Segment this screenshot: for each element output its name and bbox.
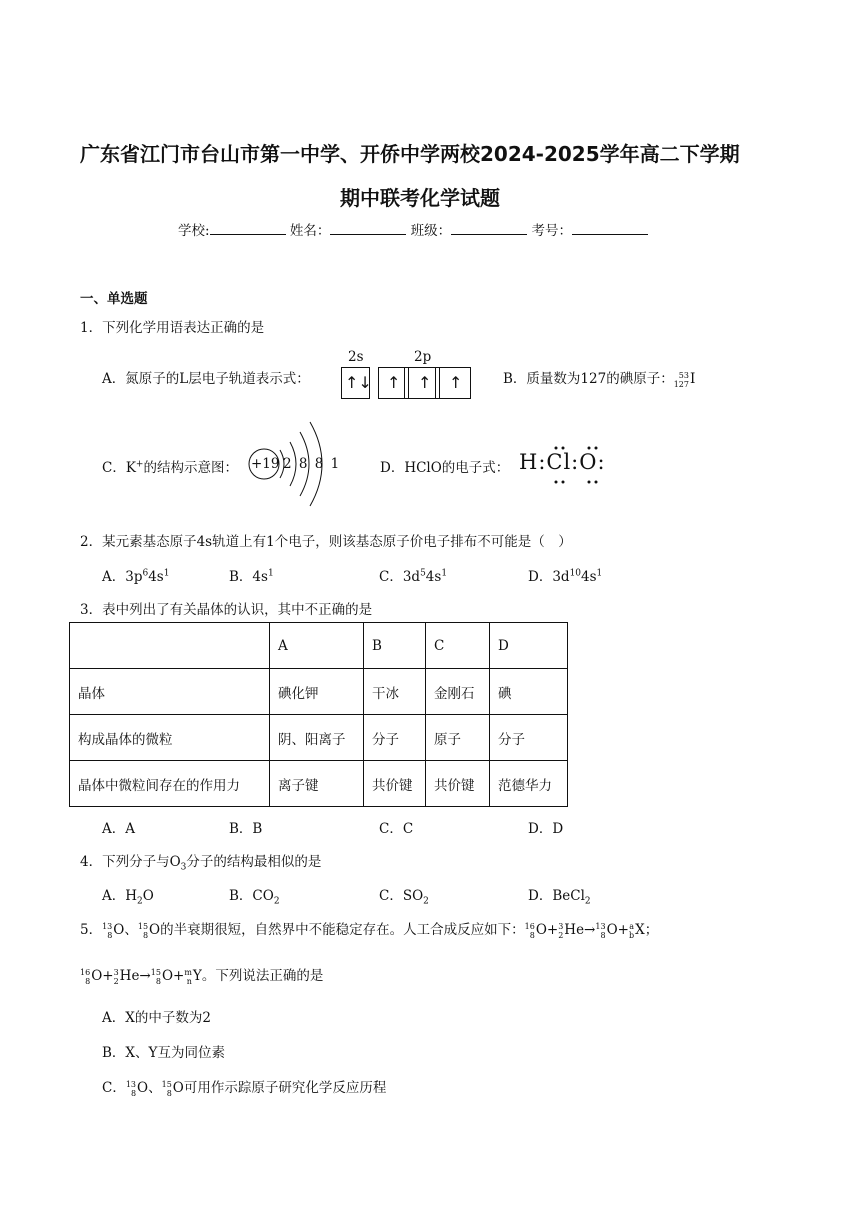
- crystal-table: [69, 622, 568, 807]
- hclo-electron-formula: H:Cl:O:: [519, 450, 606, 474]
- q4-stem: 4．下列分子与$O_3$分子的结构最相似的是: [80, 854, 322, 873]
- q5-stem-line1: 5． 13 8 O、 15 8 O的半衰期很短，自然界中不能稳定存在。人工合成反应如下： 16 8 O+ 3 2 He→ 13 8 O+ a b X；: [80, 921, 659, 940]
- up-arrow-icon: ↑: [418, 373, 432, 392]
- exam-no-blank[interactable]: [572, 222, 648, 235]
- q3-stem: 3．表中列出了有关晶体的认识，其中不正确的是: [80, 602, 373, 618]
- up-down-arrow-icon: ↑↓: [345, 373, 372, 392]
- page-title-line1: 广东省江门市台山市第一中学、开侨中学两校2024-2025学年高二下学期: [80, 142, 740, 166]
- iodine-symbol: I: [689, 371, 696, 387]
- q1-option-a-label: A．氮原子的L层电子轨道表示式：: [102, 371, 310, 387]
- lone-pair-dots: [519, 444, 619, 486]
- iodine-isotope: 53 127: [673, 370, 689, 389]
- table-header-row: A B C D: [70, 623, 568, 669]
- q1-option-c-label: C．K+的结构示意图：: [102, 459, 238, 476]
- q5-option-b: B．X、Y互为同位素: [102, 1045, 225, 1061]
- q5-stem-line2: 16 8 O+ 3 2 He→ 15 8 O+ m n Y。下列说法正确的是: [80, 967, 324, 986]
- table-row: 晶体 碘化钾 干冰 金刚石 碘: [70, 669, 568, 715]
- k-shell-electrons: 2 8 8 1: [283, 456, 340, 472]
- name-label: 姓名：: [289, 223, 331, 239]
- school-blank[interactable]: [210, 222, 286, 235]
- q1-option-d-label: D．HClO的电子式：: [380, 460, 510, 476]
- q4-option-d: D．BeCl$_2$: [528, 888, 591, 907]
- orbital-box-2p: [378, 367, 471, 399]
- q1-option-b-label: B．质量数为127的碘原子：: [503, 371, 674, 387]
- table-row: 晶体中微粒间存在的作用力 离子键 共价键 共价键 范德华力: [70, 761, 568, 807]
- q1-option-b: [503, 367, 695, 389]
- q2-option-a: A．$3p^64s^1$: [102, 568, 170, 585]
- class-blank[interactable]: [451, 222, 527, 235]
- orbital-box-2s: [341, 367, 370, 399]
- q2-option-b: B．$4s^1$: [229, 568, 274, 585]
- k-nucleus-charge: +19: [251, 456, 280, 472]
- name-blank[interactable]: [330, 222, 406, 235]
- q3-option-d: D．D: [528, 821, 564, 837]
- up-arrow-icon: ↑: [387, 373, 401, 392]
- page-title-line2: 期中联考化学试题: [340, 186, 500, 210]
- info-line: [178, 219, 648, 239]
- q2-option-c: C．$3d^54s^1$: [379, 568, 448, 585]
- up-arrow-icon: ↑: [449, 373, 463, 392]
- school-label: 学校:: [178, 223, 210, 239]
- q4-option-c: C．$SO_2$: [379, 888, 429, 907]
- q3-option-c: C．C: [379, 821, 414, 837]
- q3-option-b: B．B: [229, 821, 263, 837]
- exam-no-label: 考号：: [531, 223, 572, 239]
- q2-stem: 2．某元素基态原子4s轨道上有1个电子，则该基态原子价电子排布不可能是（ ）: [80, 534, 572, 550]
- orbital-2s-label: 2s: [348, 349, 364, 365]
- q5-option-c: C． 13 8 O、 15 8 O可用作示踪原子研究化学反应历程: [102, 1079, 387, 1098]
- orbital-2p-label: 2p: [414, 349, 432, 365]
- section-heading: 一、单选题: [80, 291, 148, 307]
- q1-stem: 1．下列化学用语表达正确的是: [80, 320, 265, 336]
- q2-option-d: D．$3d^{10}4s^1$: [528, 568, 603, 585]
- q5-option-a: A．X的中子数为2: [102, 1010, 211, 1026]
- q3-option-a: A．A: [102, 821, 135, 837]
- table-row: 构成晶体的微粒 阴、阳离子 分子 原子 分子: [70, 715, 568, 761]
- class-label: 班级：: [410, 223, 452, 239]
- q4-option-b: B．$CO_2$: [229, 888, 280, 907]
- q4-option-a: A．$H_2O$: [102, 888, 154, 907]
